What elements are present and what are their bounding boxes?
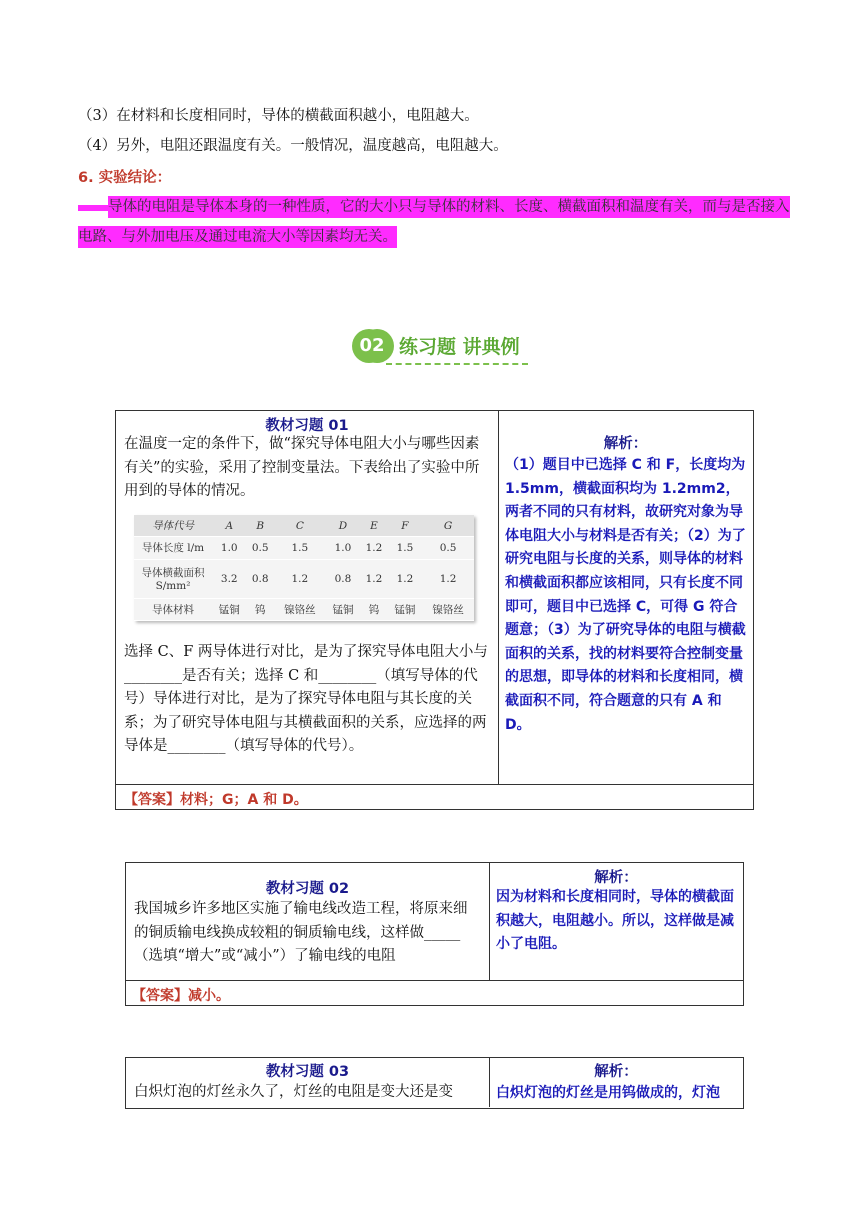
table-header-cell: C (274, 515, 326, 537)
q1-question-blanks: 选择 C、F 两导体进行对比，是为了探究导体电阻大小与________是否有关；选择 C 和________（填写导体的代号）导体进行对比，是为了探究导体电阻与其长度的关系；为了研究导体电阻与其横截面积的关系，应选择的两导体是________（填写导体的代号）。 (124, 644, 488, 754)
table-cell: 导体材料 (134, 598, 212, 620)
table-cell: 锰铜 (326, 598, 361, 620)
q3-title: 教材习题 03 (265, 1064, 350, 1080)
table-cell: 1.2 (360, 559, 387, 598)
section-number: 02 (359, 335, 385, 356)
table-cell: 1.2 (422, 559, 474, 598)
q1-question: 在温度一定的条件下，做“探究导体电阻大小与哪些因素有关”的实验，采用了控制变量法。下表给出了实验中所用到的导体的情况。 (124, 436, 480, 499)
table-cell: 钨 (360, 598, 387, 620)
intro-line-4: （4）另外，电阻还跟温度有关。一般情况，温度越高，电阻越大。 (78, 138, 508, 154)
q1-analysis: （1）题目中已选择 C 和 F，长度均为 1.5mm，横截面积均为 1.2mm2，两者不同的只有材料，故研究对象为导体电阻大小与材料是否有关；（2）为了研究电阻与长度的关系，则导体的材料和横截面积都应该相同，只有长度不同即可，题目中已选择 C，可得 G 符合题意；（3）为了研究导体的电阻与横截面积的关系，找的材料要符合控制变量的思想，即导体的材料和长度相同，横截面积不同，符合题意的只有 A 和 D。 (505, 457, 746, 733)
intro-line-3: （3）在材料和长度相同时，导体的横截面积越小，电阻越大。 (78, 108, 479, 124)
conclusion-text: 导体的电阻是导体本身的一种性质，它的大小只与导体的材料、长度、横截面积和温度有关，而与是否接入电路、与外加电压及通过电流大小等因素均无关。 (78, 196, 790, 248)
table-row (134, 598, 474, 620)
section-underline (386, 363, 528, 365)
table-cell: 1.2 (388, 559, 423, 598)
q2-question: 我国城乡许多地区实施了输电线改造工程，将原来细的铜质输电线换成较粗的铜质输电线，这样做_____（选填“增大”或“减小”）了输电线的电阻 (134, 901, 468, 964)
table-cell: 0.5 (422, 537, 474, 559)
q1-analysis-title: 解析： (603, 435, 648, 452)
table-cell: 1.5 (388, 537, 423, 559)
q1-divider (498, 410, 499, 784)
conductor-table-header (134, 515, 474, 537)
table-cell: 1.0 (326, 537, 361, 559)
table-header-cell: E (360, 515, 387, 537)
table-header-cell: F (388, 515, 423, 537)
q2-answer-divider (125, 980, 743, 981)
section-title: 练习题 讲典例 (399, 336, 520, 358)
table-header-cell: B (247, 515, 274, 537)
q3-question: 白炽灯泡的灯丝永久了，灯丝的电阻是变大还是变 (134, 1084, 453, 1100)
table-cell: 0.8 (326, 559, 361, 598)
q3-analysis-title: 解析： (594, 1063, 638, 1080)
table-cell: 0.5 (247, 537, 274, 559)
table-cell: 1.2 (274, 559, 326, 598)
table-cell: 锰铜 (212, 598, 247, 620)
q1-answer: 【答案】材料；G；A 和 D。 (124, 792, 308, 808)
table-cell: 3.2 (212, 559, 247, 598)
table-header-cell: G (422, 515, 474, 537)
table-cell: 导体横截面积 S/mm² (134, 559, 212, 598)
q1-answer-divider (115, 784, 753, 785)
q1-title: 教材习题 01 (265, 418, 349, 434)
table-header-cell: D (326, 515, 361, 537)
table-cell: 镍铬丝 (422, 598, 474, 620)
table-cell: 钨 (247, 598, 274, 620)
table-header-cell: A (212, 515, 247, 537)
table-cell: 1.5 (274, 537, 326, 559)
q2-answer: 【答案】减小。 (132, 988, 230, 1004)
q2-analysis: 因为材料和长度相同时，导体的横截面积越大，电阻越小。所以，这样做是减小了电阻。 (496, 889, 734, 953)
conclusion-paragraph (78, 192, 790, 252)
q2-title: 教材习题 02 (265, 881, 350, 897)
table-cell: 镍铬丝 (274, 598, 326, 620)
section-6-heading: 6. 实验结论： (78, 170, 172, 186)
table-cell: 导体长度 l/m (134, 537, 212, 559)
q2-analysis-title: 解析： (594, 869, 638, 886)
table-cell: 锰铜 (388, 598, 423, 620)
table-cell: 0.8 (247, 559, 274, 598)
q3-analysis: 白炽灯泡的灯丝是用钨做成的，灯泡 (496, 1085, 720, 1101)
table-row (134, 537, 474, 559)
table-row (134, 559, 474, 598)
table-cell: 1.0 (212, 537, 247, 559)
table-cell: 1.2 (360, 537, 387, 559)
table-header-cell: 导体代号 (134, 515, 212, 537)
conductor-table (134, 515, 474, 621)
section-badge (352, 328, 392, 364)
